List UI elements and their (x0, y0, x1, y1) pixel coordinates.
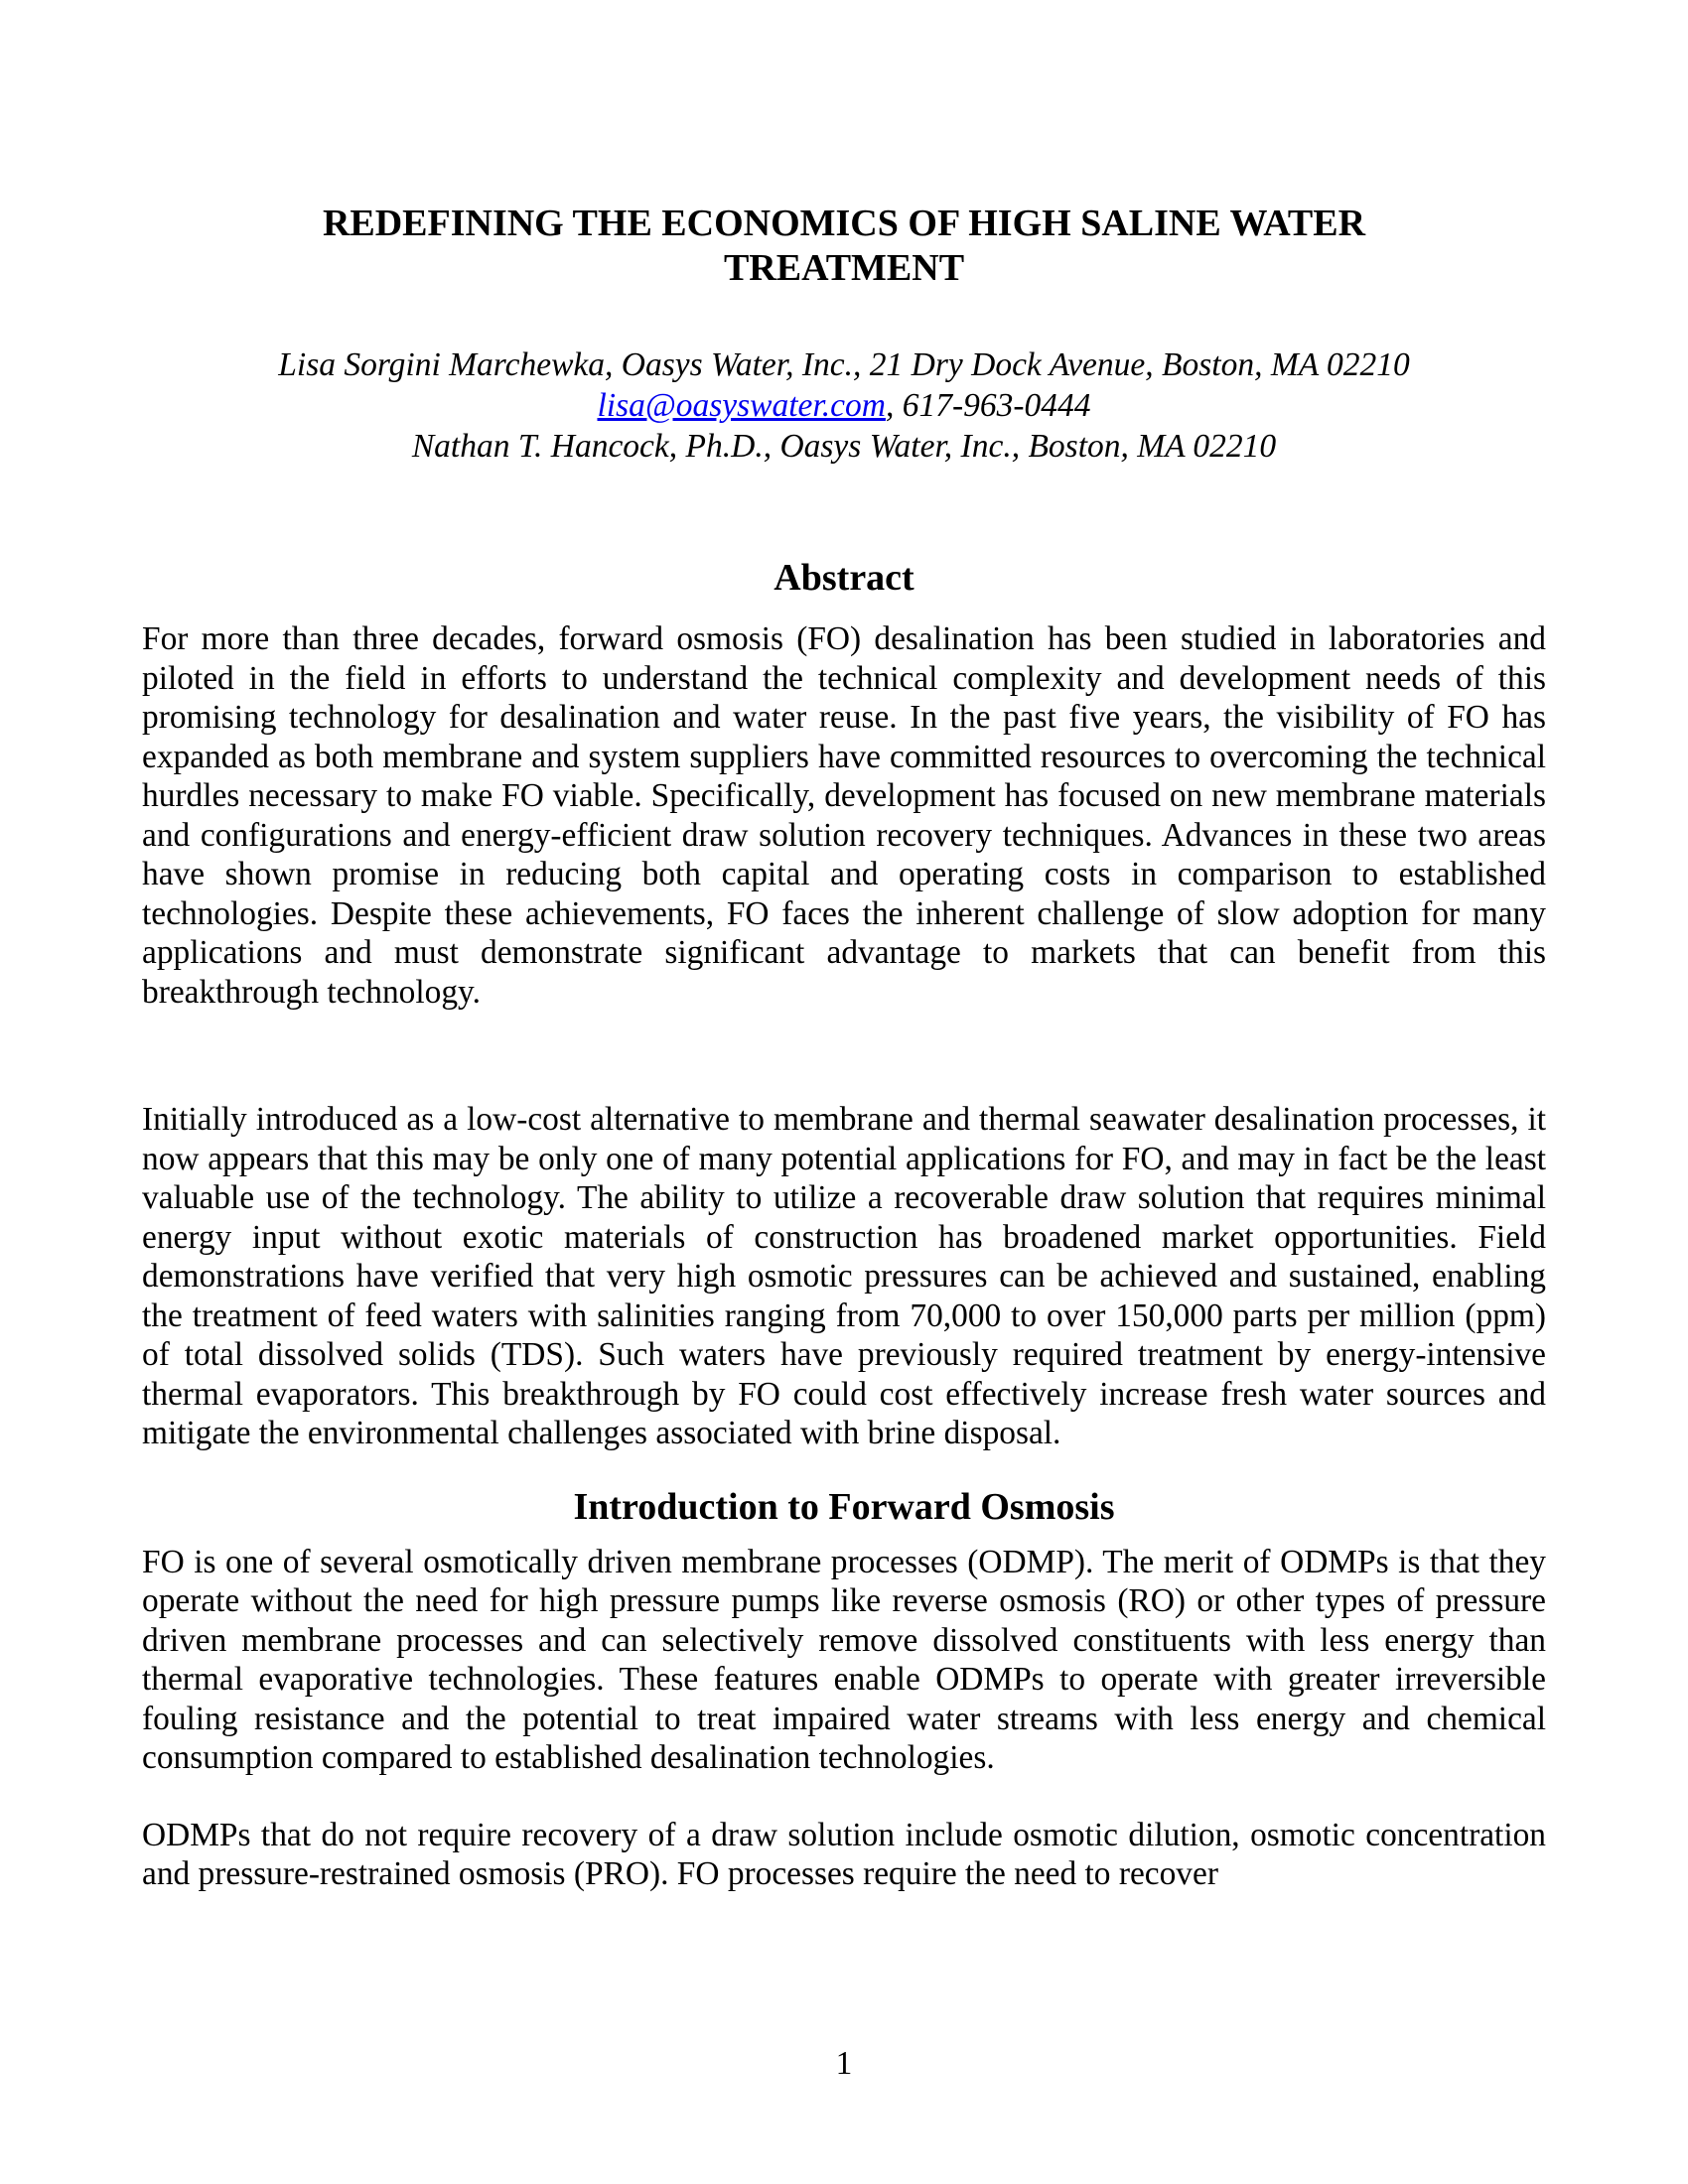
paper-title (142, 202, 1546, 291)
author-block (142, 344, 1546, 467)
author-line-2: Nathan T. Hancock, Ph.D., Oasys Water, Inc., Boston, MA 02210 (411, 428, 1277, 465)
page-number: 1 (835, 2045, 853, 2082)
abstract-heading: Abstract (774, 557, 914, 599)
page-content (0, 202, 1688, 1894)
introduction-paragraph-2: ODMPs that do not require recovery of a draw solution include osmotic dilution, osmotic concentration and pressure-restrained osmosis (PRO). FO processes require the need to recover (142, 1816, 1546, 1892)
introduction-paragraph-1: FO is one of several osmotically driven membrane processes (ODMP). The merit of ODMPs is that they operate without the need for high pressure pumps like reverse osmosis (RO) or other types of pressure driven membrane processes and can selectively remove dissolved constituents with less energy than thermal evaporative technologies. These features enable ODMPs to operate with greater irreversible fouling resistance and the potential to treat impaired water streams with less energy and chemical consumption compared to established desalination technologies. (142, 1543, 1546, 1776)
author-line-1: Lisa Sorgini Marchewka, Oasys Water, Inc., 21 Dry Dock Avenue, Boston, MA 02210 (278, 346, 1410, 383)
email-link[interactable]: lisa@oasyswater.com (597, 387, 886, 424)
paper-title-line2: TREATMENT (723, 247, 965, 289)
phone-text: , 617-963-0444 (885, 387, 1091, 424)
introduction-heading: Introduction to Forward Osmosis (573, 1485, 1115, 1528)
abstract-paragraph-1: For more than three decades, forward osmosis (FO) desalination has been studied in laboratories and piloted in the field in efforts to understand the technical complexity and development needs of this promising technology for desalination and water reuse. In the past five years, the visibility of FO has expanded as both membrane and system suppliers have committed resources to overcoming the technical hurdles necessary to make FO viable. Specifically, development has focused on new membrane materials and configurations and energy-efficient draw solution recovery techniques. Advances in these two areas have shown promise in reducing both capital and operating costs in comparison to established technologies. Despite these achievements, FO faces the inherent challenge of slow adoption for many applications and must demonstrate significant advantage to markets that can benefit from this breakthrough technology. (142, 620, 1546, 1011)
contact-line (142, 385, 1546, 426)
abstract-paragraph-2: Initially introduced as a low-cost alternative to membrane and thermal seawater desalination processes, it now appears that this may be only one of many potential applications for FO, and may in fact be the least valuable use of the technology. The ability to utilize a recoverable draw solution that requires minimal energy input without exotic materials of construction has broadened market opportunities. Field demonstrations have verified that very high osmotic pressures can be achieved and sustained, enabling the treatment of feed waters with salinities ranging from 70,000 to over 150,000 parts per million (ppm) of total dissolved solids (TDS). Such waters have previously required treatment by energy-intensive thermal evaporators. This breakthrough by FO could cost effectively increase fresh water sources and mitigate the environmental challenges associated with brine disposal. (142, 1101, 1546, 1451)
paper-title-line1: REDEFINING THE ECONOMICS OF HIGH SALINE WATER (322, 203, 1366, 244)
